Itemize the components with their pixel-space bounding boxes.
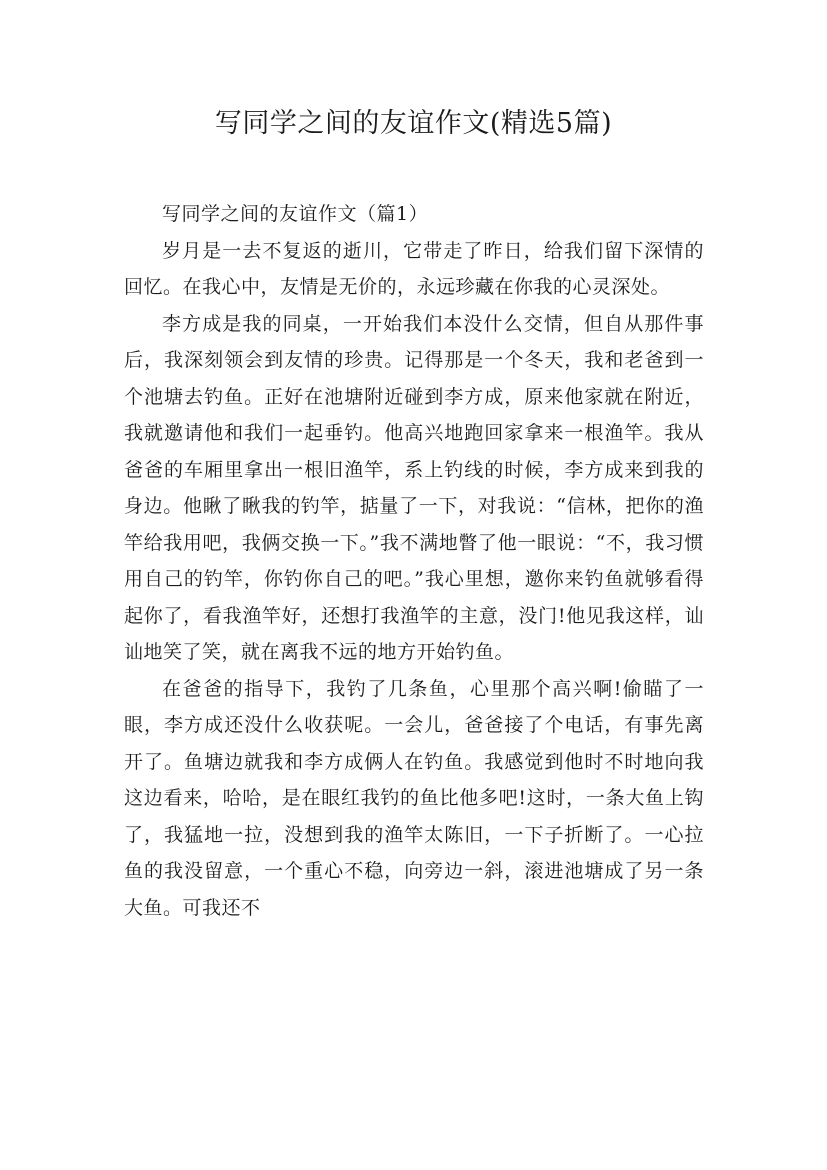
- section-heading: 写同学之间的友谊作文（篇1）: [162, 203, 429, 225]
- document-title: 写同学之间的友谊作文(精选5篇): [214, 108, 613, 139]
- paragraph-3: 在爸爸的指导下，我钓了几条鱼，心里那个高兴啊!偷瞄了一眼，李方成还没什么收获呢。一会儿，爸爸接了个电话，有事先离开了。鱼塘边就我和李方成俩人在钓鱼。我感觉到他时不时地向我这边看来，哈哈，是在眼红我钓的鱼比他多吧!这时，一条大鱼上钩了，我猛地一拉，没想到我的渔竿太陈旧，一下子折断了。一心拉鱼的我没留意，一个重心不稳，向旁边一斜，滚进池塘成了另一条大鱼。可我还不: [124, 677, 704, 919]
- document-body: [124, 196, 704, 926]
- paragraph-2: 李方成是我的同桌，一开始我们本没什么交情，但自从那件事后，我深刻领会到友情的珍贵。记得那是一个冬天，我和老爸到一个池塘去钓鱼。正好在池塘附近碰到李方成，原来他家就在附近，我就邀请他和我们一起垂钓。他高兴地跑回家拿来一根渔竿。我从爸爸的车厢里拿出一根旧渔竿，系上钓线的时候，李方成来到我的身边。他瞅了瞅我的钓竿，掂量了一下，对我说：“信林，把你的渔竿给我用吧，我俩交换一下。”我不满地瞥了他一眼说：“不，我习惯用自己的钓竿，你钓你自己的吧。”我心里想，邀你来钓鱼就够看得起你了，看我渔竿好，还想打我渔竿的主意，没门!他见我这样，讪讪地笑了笑，就在离我不远的地方开始钓鱼。: [124, 312, 704, 663]
- paragraph-1: 岁月是一去不复返的逝川，它带走了昨日，给我们留下深情的回忆。在我心中，友情是无价的，永远珍藏在你我的心灵深处。: [124, 239, 704, 298]
